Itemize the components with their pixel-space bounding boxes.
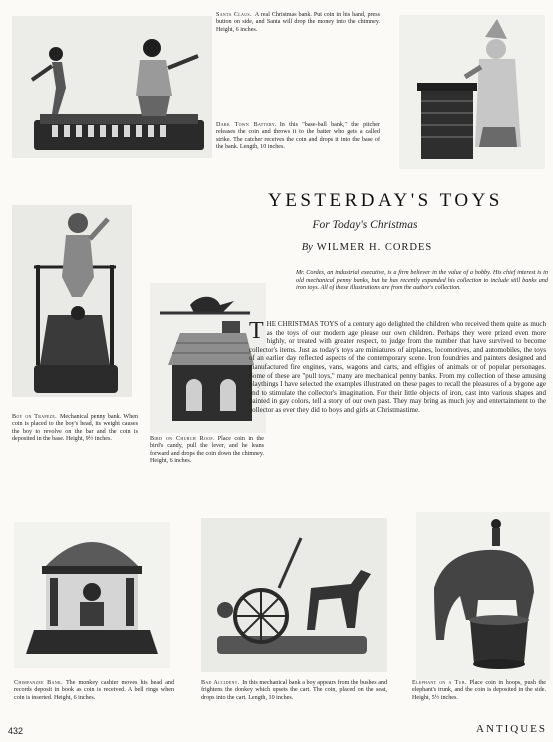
photo-santa-claus — [399, 15, 545, 169]
caption-title: Bird on Church Roof. — [150, 436, 215, 442]
caption-title: Chimpanzee Bank. — [14, 680, 63, 686]
caption-title: Bad Accident. — [201, 680, 240, 686]
photo-elephant-on-a-tub — [416, 512, 550, 680]
caption-title: Dark Town Battery. — [216, 122, 277, 128]
photo-bad-accident — [201, 518, 387, 672]
caption-body: The monkey cashier moves his head and records deposit in book as coin is received. A bell rings when coin is inserted. Height, 6 inches. — [14, 680, 175, 701]
photo-boy-on-trapeze — [12, 205, 132, 397]
byline-by: By — [301, 242, 313, 253]
byline — [272, 242, 462, 253]
photo-chimpanzee-bank — [14, 522, 170, 668]
caption-body: Place coin in the bird's candy, pull the lever, and he leans forward and drops the coin down the chimney. Height, 6 inches. — [150, 436, 264, 464]
caption-title: Boy on Trapeze. — [12, 414, 57, 420]
article-body — [249, 320, 546, 415]
caption-body: Place coin in hoops, push the elephant's trunk, and the coin is deposited in the side. Height, 5½ inches. — [412, 680, 546, 701]
caption-title: Elephant on a Tub. — [412, 680, 467, 686]
caption-bird-on-church-roof — [150, 436, 264, 465]
caption-body: In this mechanical bank a boy appears from the bushes and frightens the donkey which upsets the cart. The coin, placed on the seat, drops into the cart. Length, 10 inches. — [201, 680, 387, 701]
article-title: YESTERDAY'S TOYS — [268, 190, 503, 211]
article-intro: Mr. Cordes, an industrial executive, is a firm believer in the value of a hobby. His chief interest is in old mechanical penny banks, but he has recently expanded his collection to include still banks and iron toys. All of these illustrations are from the author's collection. — [296, 269, 548, 292]
article-body-text: HE CHRISTMAS TOYS of a century ago delighted the children who received them quite as much as the toys of our modern age please our own children. Perhaps they were prized even more highly, or treated with greater respect, to judge from the number that have survived to become collector's items. Just as today's toys are miniatures of airplanes, locomotives, and automobiles, the toys of an earlier day reflected aspects of the contemporary scene. Iron foundries and painters designed and manufactured fire engines, vans, wagons and carts, and effigies of animals or of popular personages. Some of these are "pull toys," many are mechanical penny banks. From my collection of these amusing playthings I have selected the examples illustrated on these pages to recall the pleasures of a bygone age and to stimulate the collector's imagination. For their little objects of iron, cast into various shapes and painted in gay colors, tell a story of our own past. They may bring as much joy and entertainment to the collector as ever they did to boys and girls at Christmastime. — [249, 320, 546, 414]
magazine-name: ANTIQUES — [476, 723, 547, 735]
byline-author: WILMER H. CORDES — [316, 242, 433, 253]
caption-bad-accident — [201, 680, 387, 702]
caption-body: In this "base-ball bank," the pitcher releases the coin and throws it to the batter who gets a called strike. The catcher receives the coin and drops it into the base of the bank. Length, 10 inches. — [216, 122, 380, 150]
page-number: 432 — [8, 726, 24, 736]
article-subtitle: For Today's Christmas — [312, 219, 418, 231]
caption-title: Santa Claus. — [216, 12, 252, 18]
drop-cap: T — [249, 318, 264, 344]
caption-dark-town-battery — [216, 122, 380, 151]
caption-body: A real Christmas bank. Put coin in his hand, press button on side, and Santa will drop the money into the chimney. Height, 6 inches. — [216, 12, 380, 33]
caption-body: Mechanical penny bank. When coin is placed to the boy's head, its weight causes the boy to revolve on the bar and the coin is deposited in the base. Height, 9½ inches. — [12, 414, 138, 442]
caption-boy-on-trapeze — [12, 414, 138, 443]
caption-elephant-on-a-tub — [412, 680, 546, 702]
photo-dark-town-battery — [12, 16, 212, 158]
caption-chimpanzee-bank — [14, 680, 174, 702]
caption-santa-claus — [216, 12, 380, 34]
